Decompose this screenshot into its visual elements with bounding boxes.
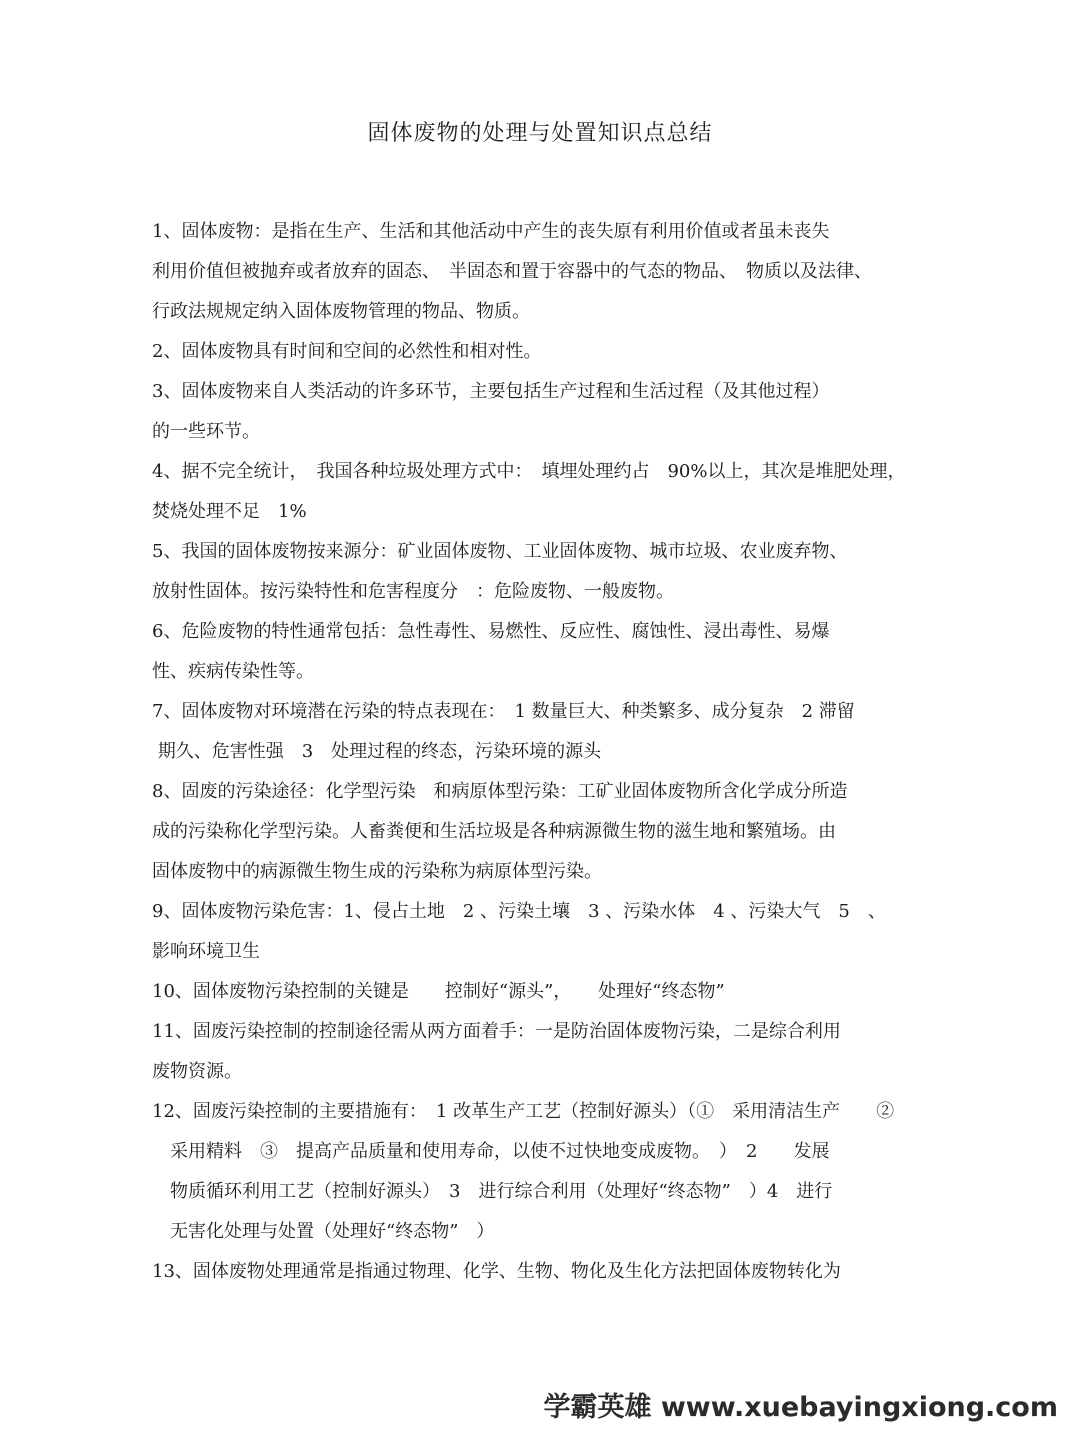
text-line: 3、固体废物来自人类活动的许多环节，主要包括生产过程和生活过程（及其他过程） — [152, 381, 830, 402]
text-line: 9、固体废物污染危害：1、侵占土地 2 、污染土壤 3 、污染水体 4 、污染大气 5 、 — [152, 901, 886, 922]
text-line: 2、固体废物具有时间和空间的必然性和相对性。 — [152, 341, 542, 362]
text-line: 影响环境卫生 — [152, 941, 260, 962]
text-line: 13、固体废物处理通常是指通过物理、化学、生物、物化及生化方法把固体废物转化为 — [152, 1261, 841, 1282]
text-line: 10、固体废物污染控制的关键是 控制好“源头”， 处理好“终态物” — [152, 981, 725, 1002]
text-line: 焚烧处理不足 1% — [152, 501, 307, 522]
text-line: 期久、危害性强 3 处理过程的终态，污染环境的源头 — [152, 741, 602, 762]
page-title: 固体废物的处理与处置知识点总结 — [367, 121, 713, 146]
text-line: 7、固体废物对环境潜在污染的特点表现在： 1 数量巨大、种类繁多、成分复杂 2 滞留 — [152, 701, 855, 722]
site-watermark: 学霸英雄 www.xuebayingxiong.com — [543, 1392, 1058, 1423]
text-line: 6、危险废物的特性通常包括：急性毒性、易燃性、反应性、腐蚀性、浸出毒性、易爆 — [152, 621, 830, 642]
text-line: 采用精料 ③ 提高产品质量和使用寿命，以使不过快地变成废物。 ） 2 发展 — [152, 1141, 830, 1162]
text-line: 5、我国的固体废物按来源分：矿业固体废物、工业固体废物、城市垃圾、农业废弃物、 — [152, 541, 848, 562]
text-line: 12、固废污染控制的主要措施有： 1 改革生产工艺（控制好源头）（① 采用清洁生产 ② — [152, 1101, 895, 1122]
text-line: 1、固体废物：是指在生产、生活和其他活动中产生的丧失原有利用价值或者虽未丧失 — [152, 221, 830, 242]
text-line: 废物资源。 — [152, 1061, 242, 1082]
text-line: 11、固废污染控制的控制途径需从两方面着手：一是防治固体废物污染，二是综合利用 — [152, 1021, 841, 1042]
text-line: 物质循环利用工艺（控制好源头） 3 进行综合利用（处理好“终态物” ）4 进行 — [152, 1181, 833, 1202]
text-line: 固体废物中的病源微生物生成的污染称为病原体型污染。 — [152, 861, 602, 882]
text-line: 8、固废的污染途径：化学型污染 和病原体型污染：工矿业固体废物所含化学成分所造 — [152, 781, 848, 802]
text-line: 成的污染称化学型污染。人畜粪便和生活垃圾是各种病源微生物的滋生地和繁殖场。由 — [152, 821, 836, 842]
text-line: 4、据不完全统计， 我国各种垃圾处理方式中： 填埋处理约占 90%以上，其次是堆肥处理， — [152, 461, 906, 482]
text-line: 利用价值但被抛弃或者放弃的固态、 半固态和置于容器中的气态的物品、 物质以及法律、 — [152, 261, 872, 282]
text-line: 放射性固体。按污染特性和危害程度分 ：危险废物、一般废物。 — [152, 581, 674, 602]
text-line: 无害化处理与处置（处理好“终态物” ） — [152, 1221, 495, 1242]
text-line: 行政法规规定纳入固体废物管理的物品、物质。 — [152, 301, 530, 322]
text-line: 性、疾病传染性等。 — [152, 661, 314, 682]
text-line: 的一些环节。 — [152, 421, 260, 442]
